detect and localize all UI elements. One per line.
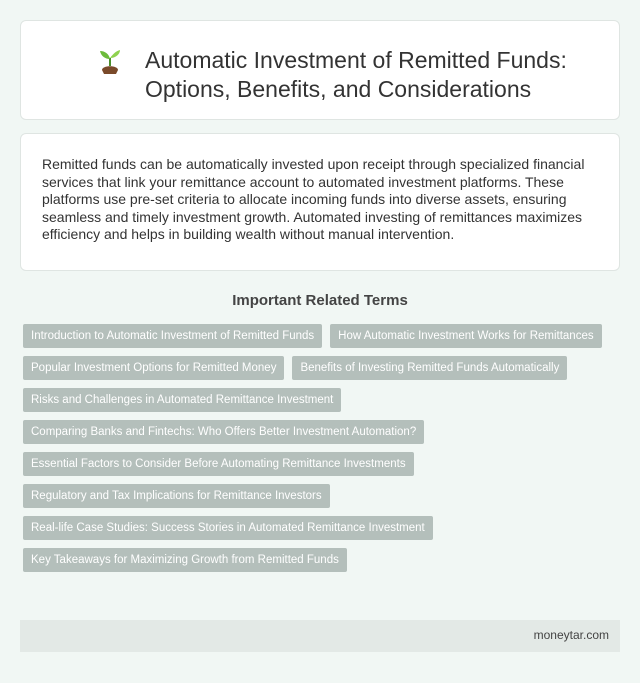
related-terms-heading: Important Related Terms	[232, 292, 408, 309]
intro-card	[20, 133, 620, 271]
related-term-tag[interactable]: Key Takeaways for Maximizing Growth from Remitted Funds	[23, 548, 347, 572]
title-line-1: Automatic Investment of Remitted Funds:	[145, 47, 567, 73]
title-card	[20, 20, 620, 120]
related-term-tag[interactable]: Popular Investment Options for Remitted Money	[23, 356, 284, 380]
page-title	[145, 46, 605, 104]
title-line-2: Options, Benefits, and Considerations	[145, 76, 532, 102]
sprout-icon	[99, 48, 121, 76]
related-term-tag[interactable]: Regulatory and Tax Implications for Remittance Investors	[23, 484, 330, 508]
related-term-tag[interactable]: Essential Factors to Consider Before Automating Remittance Investments	[23, 452, 414, 476]
footer-site-link[interactable]: moneytar.com	[533, 628, 609, 642]
related-term-tag[interactable]: Benefits of Investing Remitted Funds Automatically	[292, 356, 567, 380]
intro-paragraph: Remitted funds can be automatically invested upon receipt through specialized financial services that link your remittance account to automated investment platforms. These platforms use pre-set criteria to allocate incoming funds into diverse assets, ensuring seamless and timely investment growth. Automated investing of remittances maximizes efficiency and helps in building wealth without manual intervention.	[42, 156, 585, 243]
title-wrap	[99, 46, 605, 104]
related-terms-list	[23, 324, 623, 572]
related-term-tag[interactable]: Comparing Banks and Fintechs: Who Offers Better Investment Automation?	[23, 420, 424, 444]
related-term-tag[interactable]: Risks and Challenges in Automated Remittance Investment	[23, 388, 341, 412]
related-term-tag[interactable]: How Automatic Investment Works for Remittances	[330, 324, 601, 348]
footer	[20, 620, 620, 652]
related-term-tag[interactable]: Introduction to Automatic Investment of Remitted Funds	[23, 324, 322, 348]
related-term-tag[interactable]: Real-life Case Studies: Success Stories in Automated Remittance Investment	[23, 516, 433, 540]
